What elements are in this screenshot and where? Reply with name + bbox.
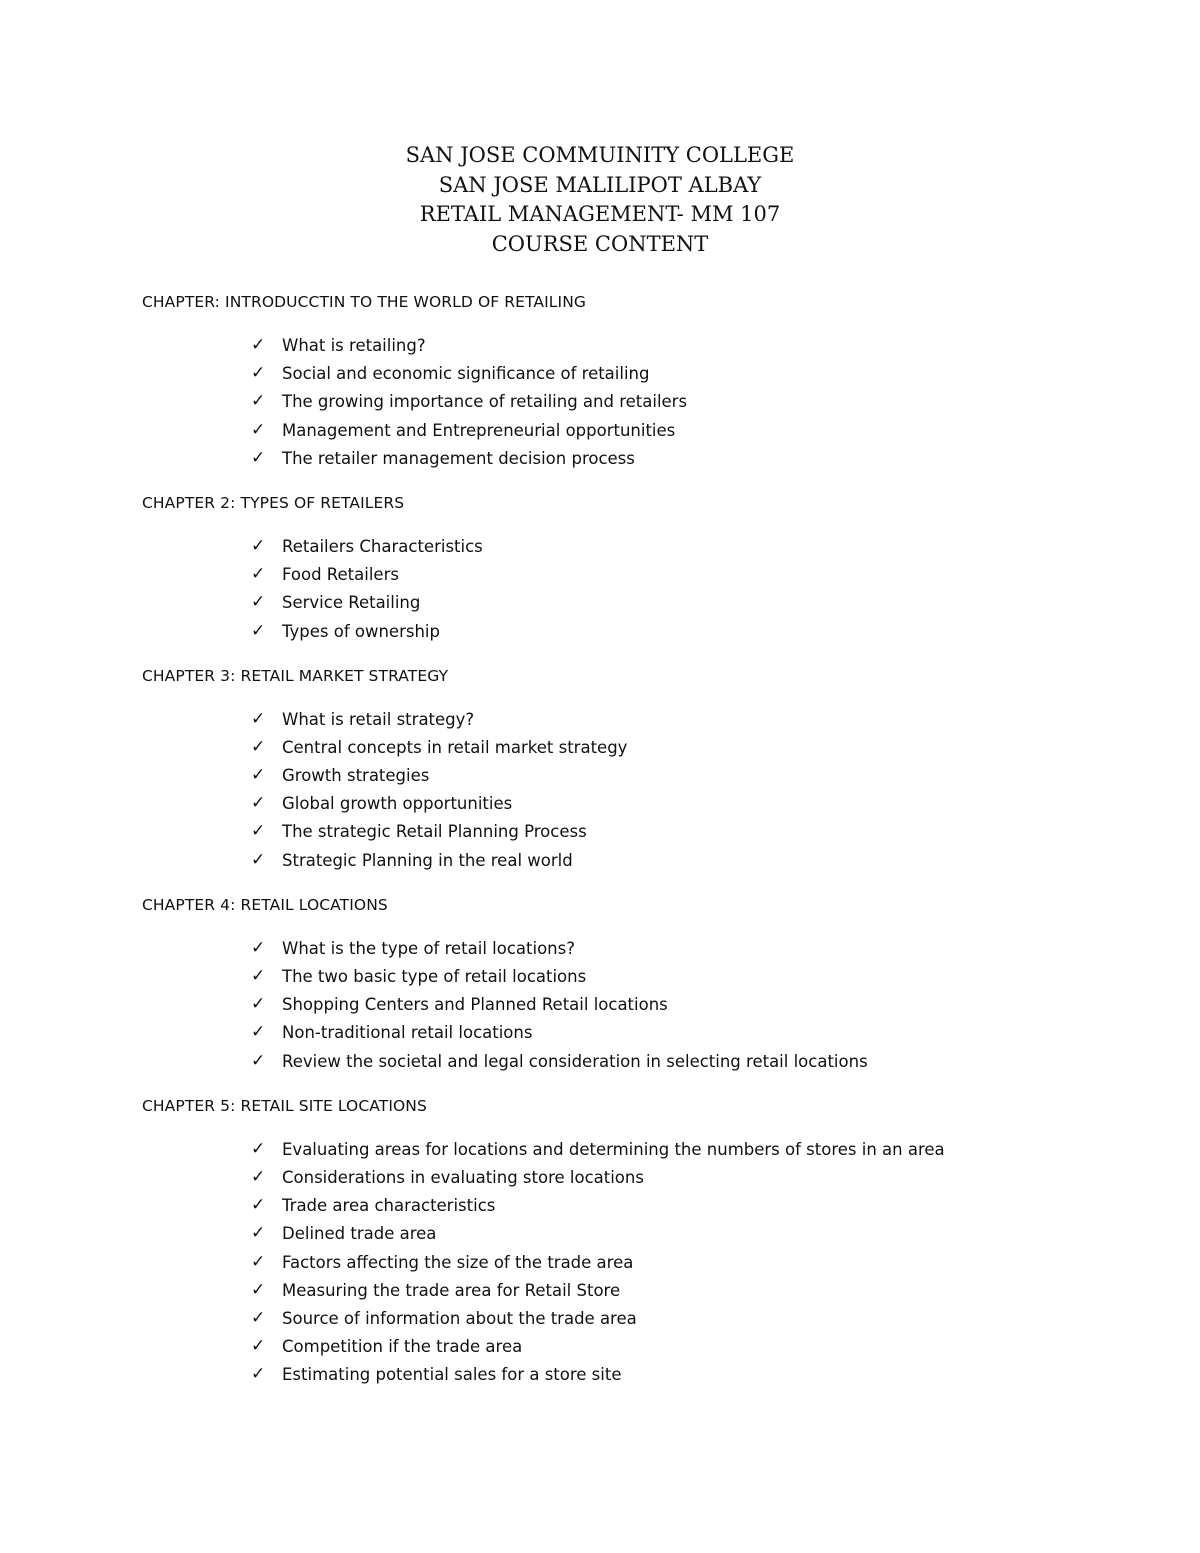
topic-item (142, 445, 1142, 473)
college-address: SAN JOSE MALILIPOT ALBAY (438, 172, 762, 197)
check-icon: ✓ (251, 419, 266, 440)
topic-item (142, 991, 1142, 1019)
topic-text: The retailer management decision process (282, 448, 635, 468)
topic-list (142, 935, 1142, 1076)
topic-text: Delined trade area (282, 1224, 437, 1244)
check-icon: ✓ (251, 994, 266, 1015)
topic-item (142, 790, 1142, 818)
topic-item (142, 561, 1142, 589)
topic-item (142, 388, 1142, 416)
topic-list (142, 706, 1142, 875)
topic-text: What is retailing? (282, 336, 426, 355)
topic-item (142, 1192, 1142, 1220)
chapter-title: CHAPTER 2: TYPES OF RETAILERS (142, 493, 405, 512)
topic-text: Food Retailers (282, 565, 399, 585)
check-icon: ✓ (251, 535, 266, 556)
topic-item (142, 533, 1142, 561)
topic-text: Measuring the trade area for Retail Store (282, 1280, 621, 1300)
check-icon: ✓ (251, 708, 266, 729)
topic-text: What is retail strategy? (282, 709, 475, 729)
topic-text: The growing importance of retailing and retailers (282, 392, 688, 412)
topic-item (142, 1220, 1142, 1248)
check-icon: ✓ (251, 1022, 266, 1043)
topic-item (142, 1019, 1142, 1047)
topic-text: Global growth opportunities (282, 794, 513, 814)
check-icon: ✓ (251, 765, 266, 786)
topic-item (142, 1136, 1142, 1164)
topic-item (142, 417, 1142, 445)
topic-item (142, 618, 1142, 646)
check-icon: ✓ (251, 1195, 266, 1216)
topic-list (142, 1136, 1142, 1390)
topic-text: Evaluating areas for locations and determining the numbers of stores in an area (282, 1139, 945, 1159)
topic-item (142, 1361, 1142, 1389)
topic-text: What is the type of retail locations? (282, 938, 575, 958)
topic-text: Competition if the trade area (282, 1337, 523, 1357)
topic-text: Non-traditional retail locations (282, 1023, 533, 1043)
topic-item (142, 818, 1142, 846)
topic-item (142, 1048, 1142, 1076)
topic-item (142, 963, 1142, 991)
college-name: SAN JOSE COMMUINITY COLLEGE (405, 143, 795, 167)
topic-text: Strategic Planning in the real world (282, 850, 573, 870)
check-icon: ✓ (251, 1336, 266, 1357)
check-icon: ✓ (251, 1166, 266, 1187)
check-icon: ✓ (251, 363, 266, 384)
topic-list (142, 332, 1142, 473)
chapter-title: CHAPTER 4: RETAIL LOCATIONS (142, 895, 388, 914)
chapter-section (142, 288, 1142, 473)
check-icon: ✓ (251, 391, 266, 412)
check-icon: ✓ (251, 620, 266, 641)
check-icon: ✓ (251, 1223, 266, 1244)
topic-item (142, 762, 1142, 790)
topic-text: Factors affecting the size of the trade area (282, 1252, 634, 1272)
check-icon: ✓ (251, 1307, 266, 1328)
check-icon: ✓ (251, 1251, 266, 1272)
check-icon: ✓ (251, 821, 266, 842)
topic-list (142, 533, 1142, 646)
topic-item (142, 935, 1142, 963)
topic-text: Types of ownership (282, 621, 440, 641)
check-icon: ✓ (251, 736, 266, 757)
chapter-section (142, 1092, 1142, 1390)
check-icon: ✓ (251, 849, 266, 870)
check-icon: ✓ (251, 592, 266, 613)
topic-item (142, 1249, 1142, 1277)
check-icon: ✓ (251, 1364, 266, 1385)
document-title: COURSE CONTENT (491, 231, 709, 256)
check-icon: ✓ (251, 1138, 266, 1159)
topic-text: Estimating potential sales for a store site (282, 1365, 622, 1385)
chapter-title: CHAPTER: INTRODUCCTIN TO THE WORLD OF RETAILING (142, 293, 587, 311)
check-icon: ✓ (251, 937, 266, 958)
topic-text: Shopping Centers and Planned Retail locations (282, 995, 668, 1015)
topic-text: Considerations in evaluating store locations (282, 1167, 644, 1187)
topic-item (142, 734, 1142, 762)
document-header (0, 141, 1200, 259)
topic-text: Growth strategies (282, 766, 430, 786)
topic-text: Trade area characteristics (282, 1196, 496, 1216)
check-icon: ✓ (251, 966, 266, 986)
check-icon: ✓ (251, 564, 266, 585)
course-title: RETAIL MANAGEMENT- MM 107 (419, 202, 781, 226)
chapter-title: CHAPTER 3: RETAIL MARKET STRATEGY (142, 666, 449, 685)
topic-item (142, 847, 1142, 875)
chapter-section (142, 489, 1142, 646)
topic-text: Central concepts in retail market strategy (282, 737, 628, 757)
check-icon: ✓ (251, 793, 266, 814)
check-icon: ✓ (251, 1050, 266, 1071)
course-content (142, 288, 1142, 1405)
topic-text: Management and Entrepreneurial opportunities (282, 420, 676, 440)
topic-item (142, 706, 1142, 734)
topic-item (142, 360, 1142, 388)
topic-item (142, 1164, 1142, 1192)
topic-text: Service Retailing (282, 593, 421, 613)
chapter-section (142, 891, 1142, 1076)
chapter-title: CHAPTER 5: RETAIL SITE LOCATIONS (142, 1096, 427, 1115)
topic-item (142, 1333, 1142, 1361)
topic-item (142, 1277, 1142, 1305)
check-icon: ✓ (251, 447, 266, 468)
topic-text: Review the societal and legal consideration in selecting retail locations (282, 1051, 868, 1071)
topic-item (142, 589, 1142, 617)
topic-text: Source of information about the trade area (282, 1308, 637, 1328)
topic-text: Social and economic significance of retailing (282, 364, 650, 384)
topic-text: The two basic type of retail locations (282, 967, 587, 986)
check-icon: ✓ (251, 335, 266, 355)
topic-item (142, 1305, 1142, 1333)
chapter-section (142, 662, 1142, 875)
topic-item (142, 332, 1142, 360)
check-icon: ✓ (251, 1279, 266, 1300)
topic-text: Retailers Characteristics (282, 536, 483, 556)
topic-text: The strategic Retail Planning Process (282, 822, 587, 842)
